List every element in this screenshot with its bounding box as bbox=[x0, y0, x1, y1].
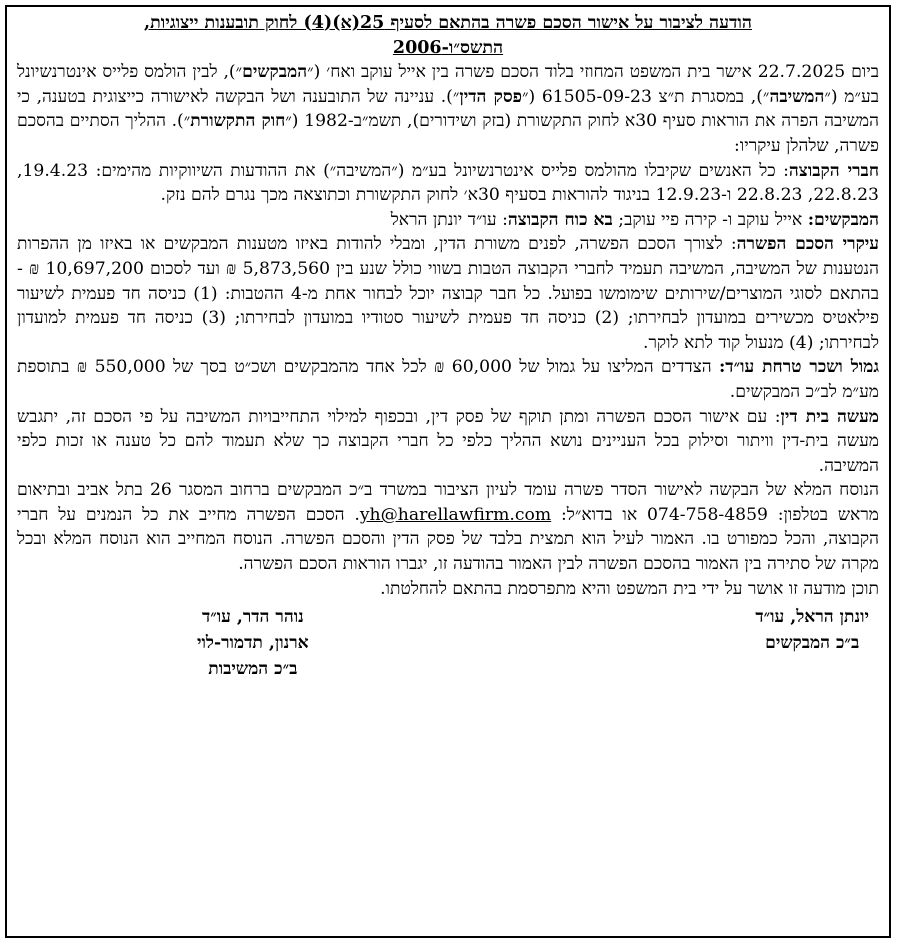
respondent-counsel-name-1: נוהר הדר, עו״ד bbox=[201, 607, 304, 628]
intro-term-respondent: המשיבה bbox=[769, 86, 825, 107]
intro-text-4: ״). עניינה של התובענה ושל הבקשה לאישורה כייצוגית בטענה, כי המשיבה הפרה את הוראות סעיף 30א לחוק התקשורת (בזק ושידורים), תשמ״ב-1982 (״ bbox=[17, 86, 880, 132]
respondent-counsel-name-2: ארנון, תדמור-לוי bbox=[197, 633, 309, 654]
closing-statement: תוכן מודעה זו אושר על ידי בית המשפט והיא מתפרסמת בהתאם להחלטתו. bbox=[380, 578, 879, 599]
intro-text-1: ביום 22.7.2025 אישר בית המשפט המחוזי בלוד הסכם פשרה בין אייל עוקב ואח׳ (״ bbox=[307, 62, 879, 83]
group-members-text: : כל האנשים שקיבלו מהולמס פלייס אינטרנשיונל בע״מ (״המשיבה״) את ההודעות השיווקיות מהימים: 19.4.23, 22.8.23, 22.8.23 ו-12.9.23 בניגוד להוראות בסעיף 30א׳ לחוק התקשורת וכתוצאה מכך נגרם להם נזק. bbox=[17, 160, 879, 206]
full-text-part-2: . הסכם הפשרה מחייב את כל הנמנים על חברי הקבוצה, והכל כמפורט בו. האמור לעיל הוא תמצית בלבד של פסק הדין והסכם הפשרה. הנוסח המחייב הוא הנוסח המלא ובכל מקרה של סתירה בין האמור בהסכם הפשרה לבין האמור בהודעה זו, יגברו הוראות הסכם הפשרה. bbox=[17, 504, 879, 575]
group-counsel-text: : עו״ד יונתן הראל bbox=[390, 209, 508, 230]
res-judicata-label: מעשה בית דין bbox=[780, 406, 879, 427]
full-text-part-1: הנוסח המלא של הבקשה לאישור הסדר פשרה עומד לעיון הציבור במשרד ב״כ המבקשים ברחוב המסגר 26 בתל אביב ובתיאום מראש בטלפון: 074-758-4859 או בדוא״ל: bbox=[17, 480, 879, 525]
res-judicata-paragraph bbox=[17, 405, 879, 479]
notice-title-line-1: הודעה לציבור על אישור הסכם פשרה בהתאם לסעיף 25(א)(4) לחוק תובענות ייצוגיות, bbox=[144, 13, 752, 33]
respondent-counsel-signature bbox=[197, 604, 309, 682]
intro-term-petitioners: המבקשים bbox=[242, 62, 308, 83]
intro-term-communications-law: חוק התקשורת bbox=[190, 111, 286, 132]
petitioners-separator: ; bbox=[612, 209, 625, 230]
group-members-paragraph bbox=[17, 159, 879, 208]
intro-paragraph bbox=[17, 60, 879, 158]
petitioners-counsel-name: יונתן הראל, עו״ד bbox=[755, 607, 869, 628]
settlement-terms-text: : לצורך הסכם הפשרה, לפנים משורת הדין, ומבלי להודות באיזו מטענות המבקשים או באיזו מן ההפרות הנטענות של המשיבה, המשיבה תעמיד לחברי הקבוצה הטבות בשווי כולל שנע בין 5,873,560 ₪ ועד לסכום 10,697,200 ₪ - בהתאם לסוגי המוצרים/שירותים שימומשו בפועל. כל חבר קבוצה יוכל לבחור אחת מ-4 ההטבות: (1) כניסה חד פעמית לשיעור פילאטיס מכשירים במועדון לבחירתו; (2) כניסה חד פעמית לשיעור סטודיו במועדון לבחירתו; (3) כניסה חד פעמית למועדון לבחירתו; (4) מנעול קוד לתא לוקר. bbox=[17, 234, 879, 353]
notice-title-line-2: התשס״ו-2006 bbox=[392, 37, 504, 58]
respondent-counsel-role: ב״כ המשיבות bbox=[208, 659, 298, 680]
signatures-block bbox=[17, 604, 879, 682]
res-judicata-text: : עם אישור הסכם הפשרה ומתן תוקף של פסק דין, ובכפוף למילוי התחייבויות המשיבה על פי הסכם זה, יתגבש מעשה בית-דין וויתור וסילוק בכל העניינים נושא ההליך כלפי כל חברי הקבוצה כך שלא תעמוד להם כל טענה או זכות כלפי המשיבה. bbox=[17, 406, 879, 476]
settlement-terms-label: עיקרי הסכם הפשרה bbox=[736, 234, 879, 255]
intro-text-3: ״), במסגרת ת״צ 61505-09-23 (״ bbox=[521, 86, 770, 107]
petitioners-counsel-role: ב״כ המבקשים bbox=[765, 633, 860, 654]
full-text-paragraph bbox=[17, 478, 879, 576]
fees-label: גמול ושכר טרחת עו״ד: bbox=[718, 357, 879, 378]
petitioners-label: המבקשים: bbox=[807, 209, 879, 230]
petitioners-counsel-signature bbox=[755, 604, 869, 682]
intro-term-judgment: פסק הדין bbox=[459, 86, 522, 107]
intro-text-2: ״), לבין הולמס פלייס אינטרנשיונל בע״מ (״ bbox=[17, 62, 879, 107]
court-notice bbox=[5, 5, 891, 938]
settlement-terms-paragraph bbox=[17, 232, 879, 355]
petitioners-text: אייל עוקב ו- קירה פיי עוקב bbox=[624, 209, 808, 230]
contact-email-link[interactable]: yh@harellawfirm.com bbox=[359, 504, 552, 525]
fees-paragraph bbox=[17, 355, 879, 404]
group-counsel-label: בא כוח הקבוצה bbox=[507, 209, 613, 230]
petitioners-paragraph bbox=[17, 208, 879, 233]
group-members-label: חברי הקבוצה bbox=[788, 160, 879, 181]
intro-text-5: ״). ההליך הסתיים בהסכם פשרה, שלהלן עיקריו: bbox=[17, 111, 879, 156]
fees-text: הצדדים המליצו על גמול של 60,000 ₪ לכל אחד מהמבקשים ושכ״ט בסך של 550,000 ₪ בתוספת מע״מ לב״כ המבקשים. bbox=[17, 357, 879, 402]
